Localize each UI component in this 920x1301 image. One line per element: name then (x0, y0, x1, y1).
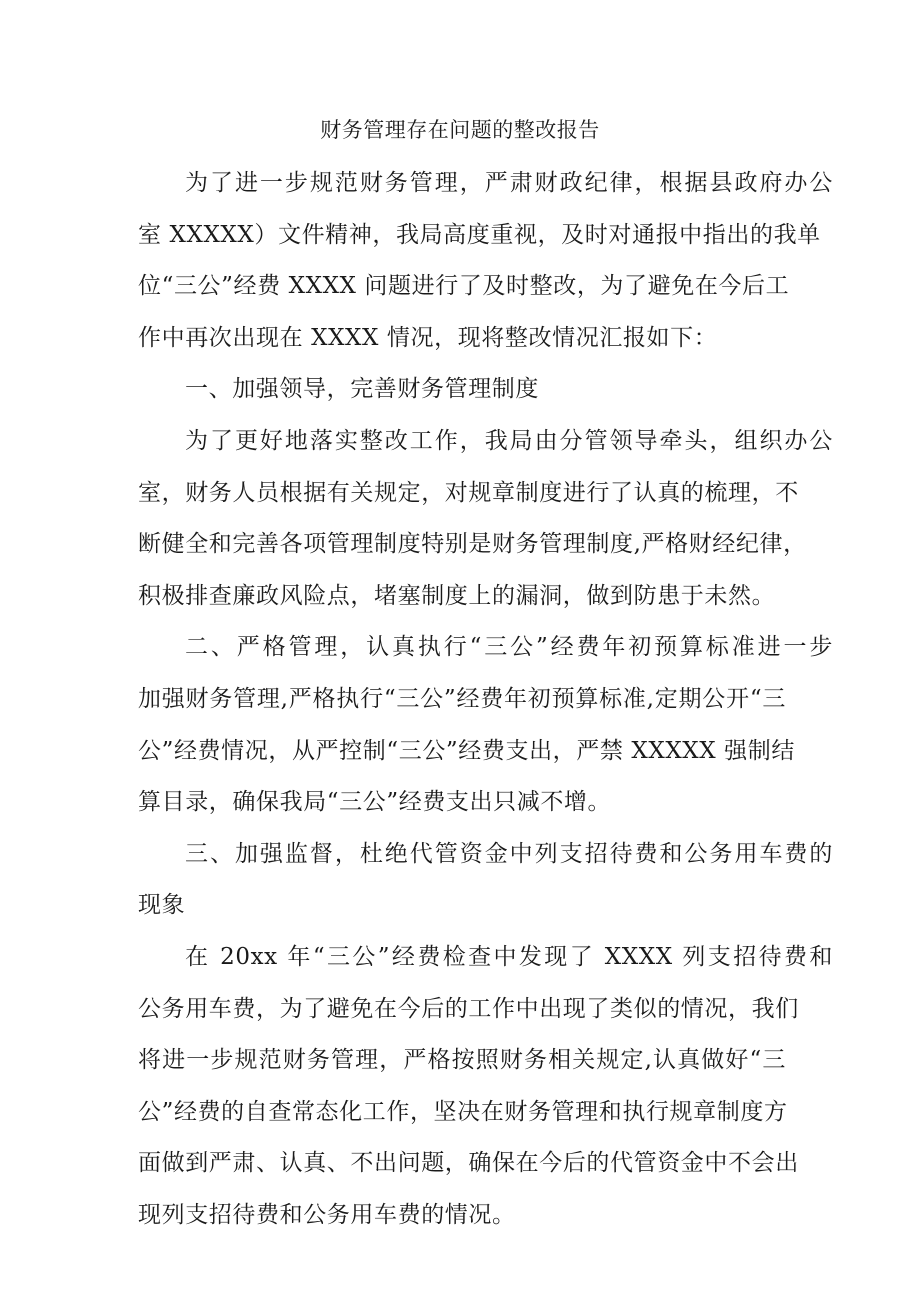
section-heading: 二、严格管理，认真执行“三公”经费年初预算标准进一步 (185, 634, 833, 661)
text-line: 为了更好地落实整改工作，我局由分管领导牵头，组织办公 (185, 427, 833, 454)
text-line: 位“三公”经费 XXXX 问题进行了及时整改，为了避免在今后工 (138, 273, 790, 300)
text-line: 加强财务管理,严格执行“三公”经费年初预算标准,定期公开“三 (138, 685, 786, 712)
text-line: 为了进一步规范财务管理，严肃财政纪律，根据县政府办公 (185, 170, 833, 196)
document-body (138, 160, 833, 1243)
text-line: 公”经费情况，从严控制“三公”经费支出，严禁 XXXXX 强制结 (138, 737, 795, 764)
text-line: 将进一步规范财务管理，严格按照财务相关规定,认真做好“三 (138, 1047, 786, 1074)
text-line: 断健全和完善各项管理制度特别是财务管理制度,严格财经纪律， (138, 531, 807, 558)
text-line: 现列支招待费和公务用车费的情况。 (138, 1201, 516, 1228)
section-heading: 一、加强领导，完善财务管理制度 (185, 376, 539, 403)
text-line: 公”经费的自查常态化工作，坚决在财务管理和执行规章制度方 (138, 1098, 788, 1125)
document-title: 财务管理存在问题的整改报告 (320, 118, 600, 142)
section-heading-continued: 现象 (138, 892, 186, 919)
text-line: 面做到严肃、认真、不出问题，确保在今后的代管资金中不会出 (138, 1150, 799, 1177)
text-line: 积极排查廉政风险点，堵塞制度上的漏洞，做到防患于未然。 (138, 582, 776, 609)
section-heading: 三、加强监督，杜绝代管资金中列支招待费和公务用车费的 (185, 840, 833, 867)
text-line: 室，财务人员根据有关规定，对规章制度进行了认真的梳理，不 (138, 479, 799, 506)
text-line: 算目录，确保我局“三公”经费支出只减不增。 (138, 789, 612, 816)
text-line: 作中再次出现在 XXXX 情况，现将整改情况汇报如下： (138, 324, 718, 351)
text-line: 公务用车费，为了避免在今后的工作中出现了类似的情况，我们 (138, 995, 799, 1022)
text-line: 在 20xx 年“三公”经费检查中发现了 XXXX 列支招待费和 (185, 943, 833, 970)
text-line: 室 XXXXX）文件精神，我局高度重视，及时对通报中指出的我单 (138, 221, 821, 248)
